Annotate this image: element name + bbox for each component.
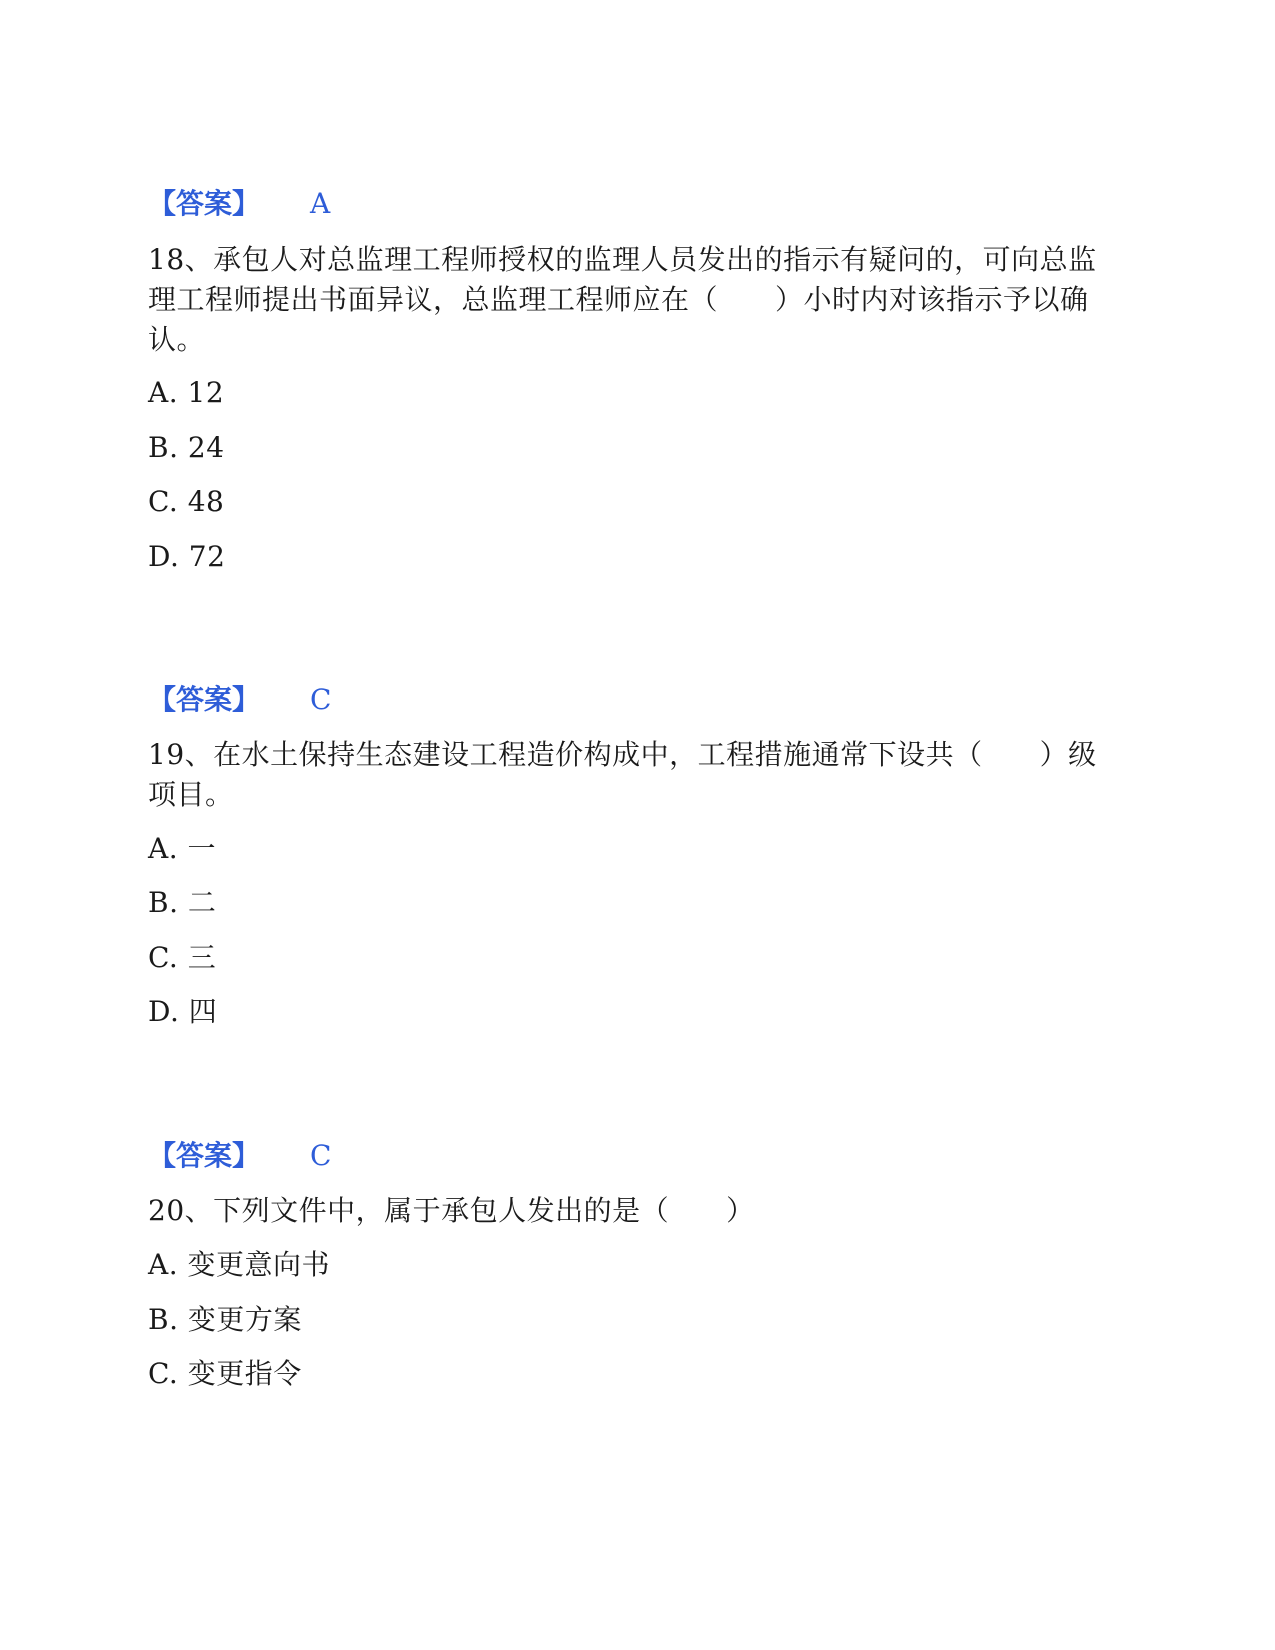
answer-value: A: [310, 187, 331, 220]
answer-line: [148, 680, 331, 720]
question-19-line-2: 项目。: [148, 778, 234, 811]
question-19-option-d: D. 四: [148, 995, 218, 1028]
answer-label: 【答案】: [148, 1139, 261, 1172]
question-20-option-a: A. 变更意向书: [148, 1248, 331, 1281]
question-19-option-c: C. 三: [148, 941, 217, 974]
question-18-option-a: A. 12: [148, 376, 225, 409]
question-19-option-a: A. 一: [148, 832, 217, 865]
answer-value: C: [310, 1139, 332, 1172]
question-18-option-c: C. 48: [148, 485, 225, 518]
question-19-option-b: B. 二: [148, 886, 217, 919]
answer-line: [148, 184, 330, 224]
question-18-option-d: D. 72: [148, 540, 226, 573]
question-18-line-1: 18、承包人对总监理工程师授权的监理人员发出的指示有疑问的，可向总监: [148, 243, 1097, 276]
question-19-line-1: 19、在水土保持生态建设工程造价构成中，工程措施通常下设共（ ）级: [148, 738, 1097, 771]
answer-value: C: [310, 683, 332, 716]
question-20-option-c: C. 变更指令: [148, 1357, 302, 1390]
question-18-line-3: 认。: [148, 323, 206, 356]
question-20-option-b: B. 变更方案: [148, 1303, 302, 1336]
question-18-option-b: B. 24: [148, 431, 225, 464]
answer-label: 【答案】: [148, 187, 261, 220]
answer-label: 【答案】: [148, 683, 261, 716]
question-20-line-1: 20、下列文件中，属于承包人发出的是（ ）: [148, 1194, 755, 1227]
question-18-line-2: 理工程师提出书面异议，总监理工程师应在（ ）小时内对该指示予以确: [148, 283, 1089, 316]
answer-line: [148, 1136, 331, 1176]
